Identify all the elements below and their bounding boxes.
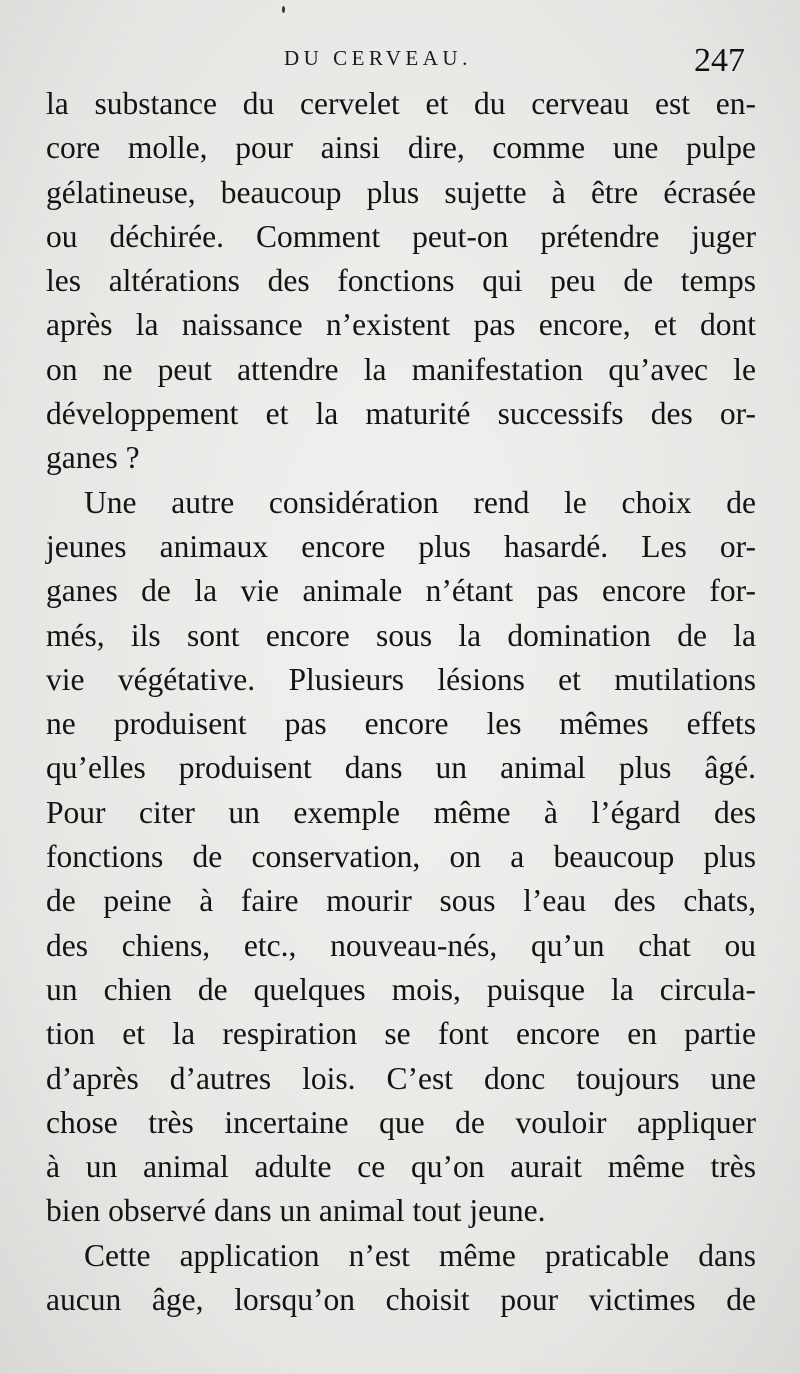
text-line: on ne peut attendre la manifestation qu’avec le (46, 351, 756, 387)
ink-speck (282, 6, 285, 13)
text-line: après la naissance n’existent pas encore, et dont (46, 307, 756, 343)
page-number: 247 (694, 42, 745, 79)
text-line: la substance du cervelet et du cerveau est en- (46, 86, 756, 121)
text-line: chose très incertaine que de vouloir appliquer (46, 1104, 756, 1140)
text-line: ou déchirée. Comment peut-on prétendre juger (46, 218, 756, 254)
text-line: à un animal adulte ce qu’on aurait même très (46, 1149, 756, 1185)
text-line: Une autre considération rend le choix de (84, 484, 756, 520)
text-line: bien observé dans un animal tout jeune. (46, 1193, 546, 1229)
text-line: jeunes animaux encore plus hasardé. Les or- (46, 528, 756, 564)
text-line: les altérations des fonctions qui peu de temps (46, 263, 756, 299)
text-line: ganes de la vie animale n’étant pas encore for- (46, 573, 756, 609)
text-line: d’après d’autres lois. C’est donc toujours une (46, 1060, 756, 1096)
running-title: DU CERVEAU. (284, 46, 472, 70)
text-line: ganes ? (46, 440, 140, 476)
body-text (46, 82, 756, 1322)
text-line: fonctions de conservation, on a beaucoup plus (46, 839, 756, 875)
text-line: qu’elles produisent dans un animal plus âgé. (46, 750, 756, 786)
text-line: un chien de quelques mois, puisque la circula- (46, 971, 756, 1007)
text-line: més, ils sont encore sous la domination de la (46, 617, 756, 653)
text-line: des chiens, etc., nouveau-nés, qu’un chat ou (46, 927, 756, 963)
running-head (0, 42, 800, 82)
text-line: de peine à faire mourir sous l’eau des chats, (46, 883, 756, 919)
text-line: développement et la maturité successifs des or- (46, 396, 756, 432)
text-line: gélatineuse, beaucoup plus sujette à être écrasée (46, 174, 756, 210)
text-line: vie végétative. Plusieurs lésions et mutilations (46, 661, 756, 697)
text-line: Cette application n’est même praticable dans (84, 1237, 756, 1273)
text-line: aucun âge, lorsqu’on choisit pour victimes de (46, 1282, 756, 1318)
text-line: Pour citer un exemple même à l’égard des (46, 794, 756, 830)
text-line: ne produisent pas encore les mêmes effets (46, 706, 756, 742)
text-line: tion et la respiration se font encore en partie (46, 1016, 756, 1052)
text-line: core molle, pour ainsi dire, comme une pulpe (46, 130, 756, 166)
